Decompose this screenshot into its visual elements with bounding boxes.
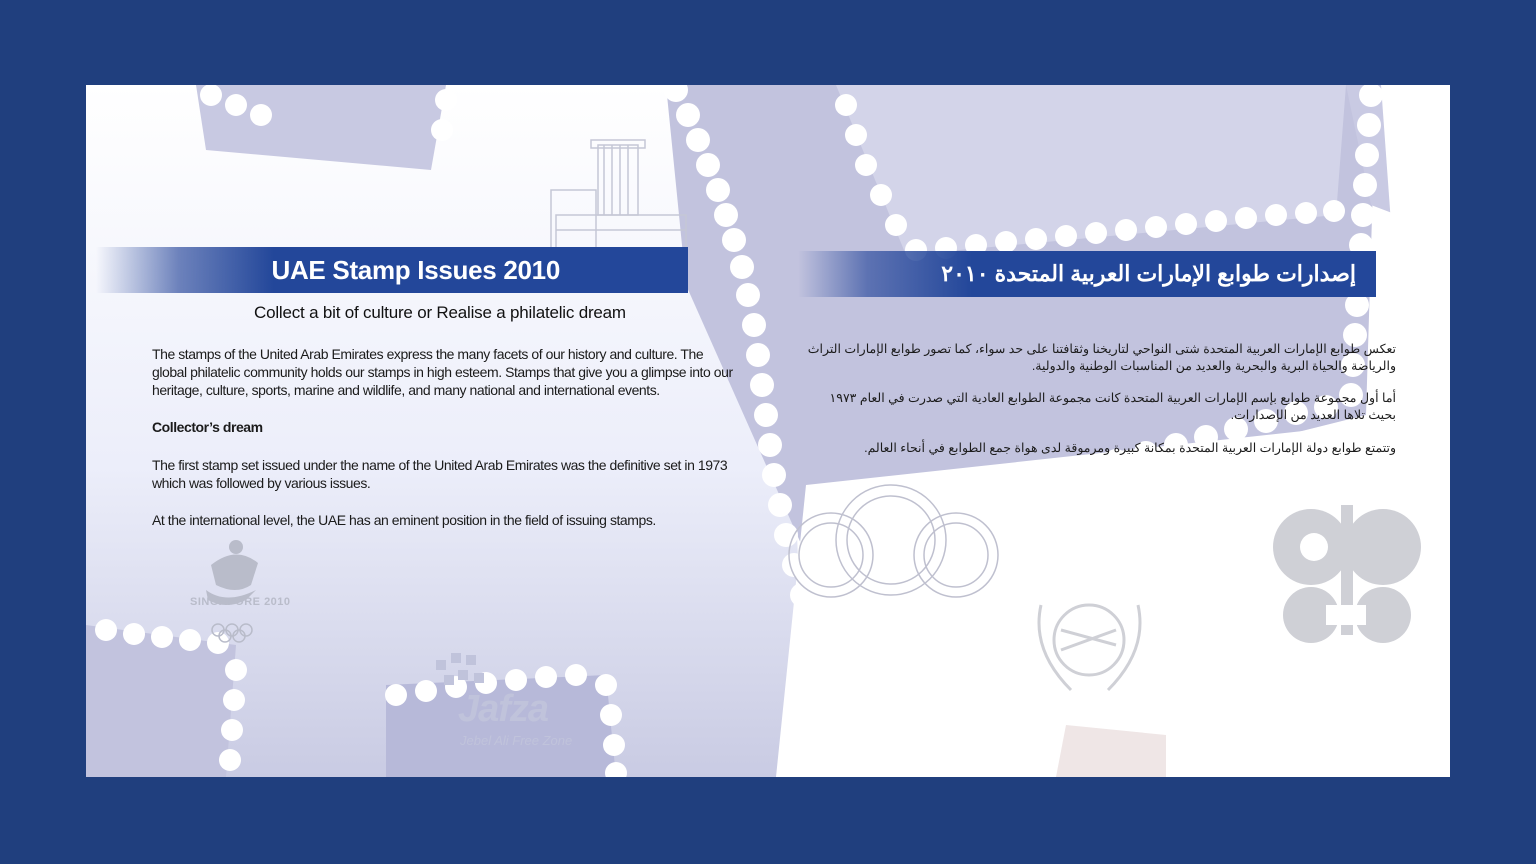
jafza-logo-tagline: Jebel Ali Free Zone — [460, 733, 573, 748]
jafza-logo-word: Jafza — [458, 688, 549, 730]
english-paragraph-2: The first stamp set issued under the name of the United Arab Emirates was the definitive set in 1973 which was followed by various issues. — [152, 457, 728, 491]
english-subtitle: Collect a bit of culture or Realise a philatelic dream — [254, 303, 626, 322]
arabic-paragraph-2: أما أول مجموعة طوابع بإسم الإمارات العربية المتحدة كانت مجموعة الطوابع العادية التي صدرت في العام ١٩٧٣ بحيث تلاها العديد من الإصدارات. — [829, 391, 1396, 422]
arabic-paragraph-1: تعكس طوابع الإمارات العربية المتحدة شتى النواحي لتاريخنا وثقافتنا على حد سواء، كما تصور طوابع الإمارات التراث والرياضة والحياة البرية والبحرية والعديد من المناسبات الوطنية والدولية. — [807, 342, 1396, 373]
arabic-paragraph-3: وتتمتع طوابع دولة الإمارات العربية المتحدة بمكانة كبيرة ومرموقة لدى هواة جمع الطوابع في أنحاء العالم. — [864, 441, 1396, 455]
english-paragraph-1: The stamps of the United Arab Emirates express the many facets of our history and culture. The global philatelic community holds our stamps in high esteem. Stamps that give you a glimpse into our heritage, culture, sports, marine and wildlife, and many national and international events. — [152, 346, 733, 398]
arabic-title: إصدارات طوابع الإمارات العربية المتحدة ٢٠١٠ — [941, 261, 1356, 286]
arabic-title-band — [798, 251, 1376, 297]
english-paragraph-3: At the international level, the UAE has an eminent position in the field of issuing stamps. — [152, 512, 656, 528]
stamp-background — [86, 85, 1450, 777]
english-title: UAE Stamp Issues 2010 — [271, 254, 560, 285]
singapore-logo-text: SINGAPORE 2010 — [190, 596, 291, 608]
english-title-band — [96, 247, 688, 293]
english-heading-collectors-dream: Collector’s dream — [152, 419, 263, 435]
brochure-spread — [86, 85, 1450, 777]
